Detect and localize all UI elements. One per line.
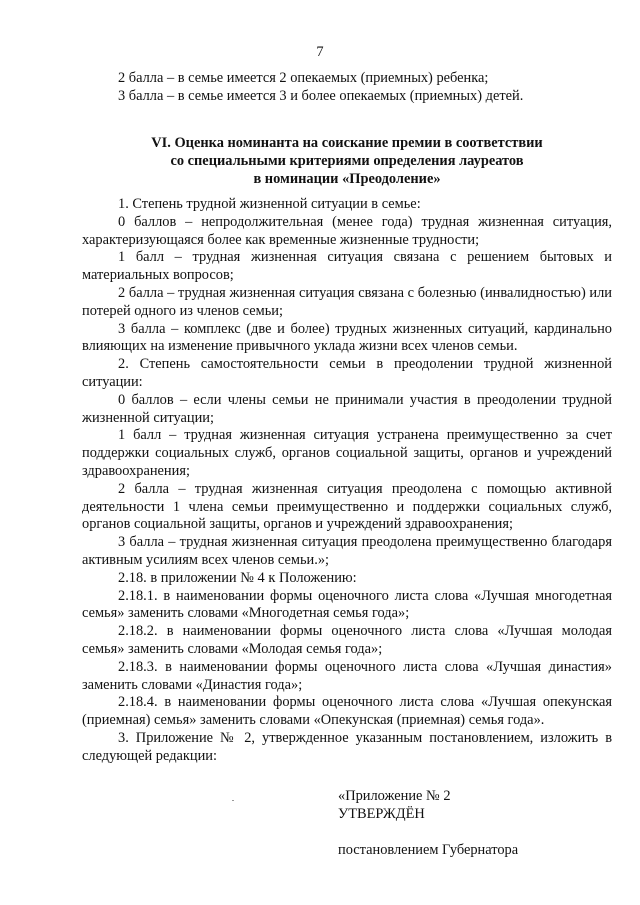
body-paragraph: 1 балл – трудная жизненная ситуация устранена преимущественно за счет поддержки социальных служб, органов социальной защиты, органов и учреждений здравоохранения; [82,427,612,479]
body-text [82,196,612,766]
body-paragraph: 2.18.2. в наименовании формы оценочного листа слова «Лучшая молодая семья» заменить словами «Молодая семья года»; [82,623,612,657]
body-paragraph: 2.18. в приложении № 4 к Положению: [118,569,357,586]
heading-line: VI. Оценка номинанта на соискание премии в соответствии [151,135,543,151]
body-paragraph: 2.18.4. в наименовании формы оценочного листа слова «Лучшая опекунская (приемная) семья» заменить словами «Опекунская (приемная) семья года». [82,694,612,729]
scan-speck [232,800,234,801]
body-paragraph: 3 балла – трудная жизненная ситуация преодолена преимущественно благодаря активным усилиям всех членов семьи.»; [82,534,612,568]
body-paragraph: 2 балла – трудная жизненная ситуация преодолена с помощью активной деятельности 1 члена семьи преимущественно и поддержки социальных служб, органов социальной защиты, органов и учреждений здравоохранения; [82,480,612,533]
body-paragraph: 2 балла – трудная жизненная ситуация связана с болезнью (инвалидностью) или потерей одного из членов семьи; [82,284,612,319]
section-heading [82,134,612,188]
approved-by: постановлением Губернатора [338,841,519,858]
intro-block [82,70,612,106]
body-paragraph: 0 баллов – непродолжительная (менее года) трудная жизненная ситуация, характеризующаяся более как временные жизненные трудности; [82,213,612,248]
appendix-title: «Приложение № 2 [338,788,451,804]
approved-label: УТВЕРЖДЁН [338,805,425,822]
appendix-signature-block [338,788,598,859]
heading-line: в номинации «Преодоление» [253,171,441,187]
body-paragraph: 0 баллов – если члены семьи не принимали участия в преодолении трудной жизненной ситуации; [82,391,612,426]
body-paragraph: 2.18.1. в наименовании формы оценочного листа слова «Лучшая многодетная семья» заменить словами «Многодетная семья года»; [82,587,612,622]
body-paragraph: 2. Степень самостоятельности семьи в преодолении трудной жизненной ситуации: [82,356,612,390]
body-paragraph: 1. Степень трудной жизненной ситуации в семье: [118,196,421,212]
intro-paragraph: 3 балла – в семье имеется 3 и более опекаемых (приемных) детей. [118,87,524,104]
intro-paragraph: 2 балла – в семье имеется 2 опекаемых (приемных) ребенка; [118,70,489,86]
body-paragraph: 2.18.3. в наименовании формы оценочного листа слова «Лучшая династия» заменить словами «Династия года»; [82,658,612,693]
body-paragraph: 3. Приложение № 2, утвержденное указанным постановлением, изложить в следующей редакции: [82,729,612,764]
page-number: 7 [316,44,324,60]
body-paragraph: 1 балл – трудная жизненная ситуация связана с решением бытовых и материальных вопросов; [82,249,612,284]
heading-line: со специальными критериями определения лауреатов [170,153,524,169]
body-paragraph: 3 балла – комплекс (две и более) трудных жизненных ситуаций, кардинально влияющих на изменение привычного уклада жизни всех членов семьи. [82,320,612,355]
